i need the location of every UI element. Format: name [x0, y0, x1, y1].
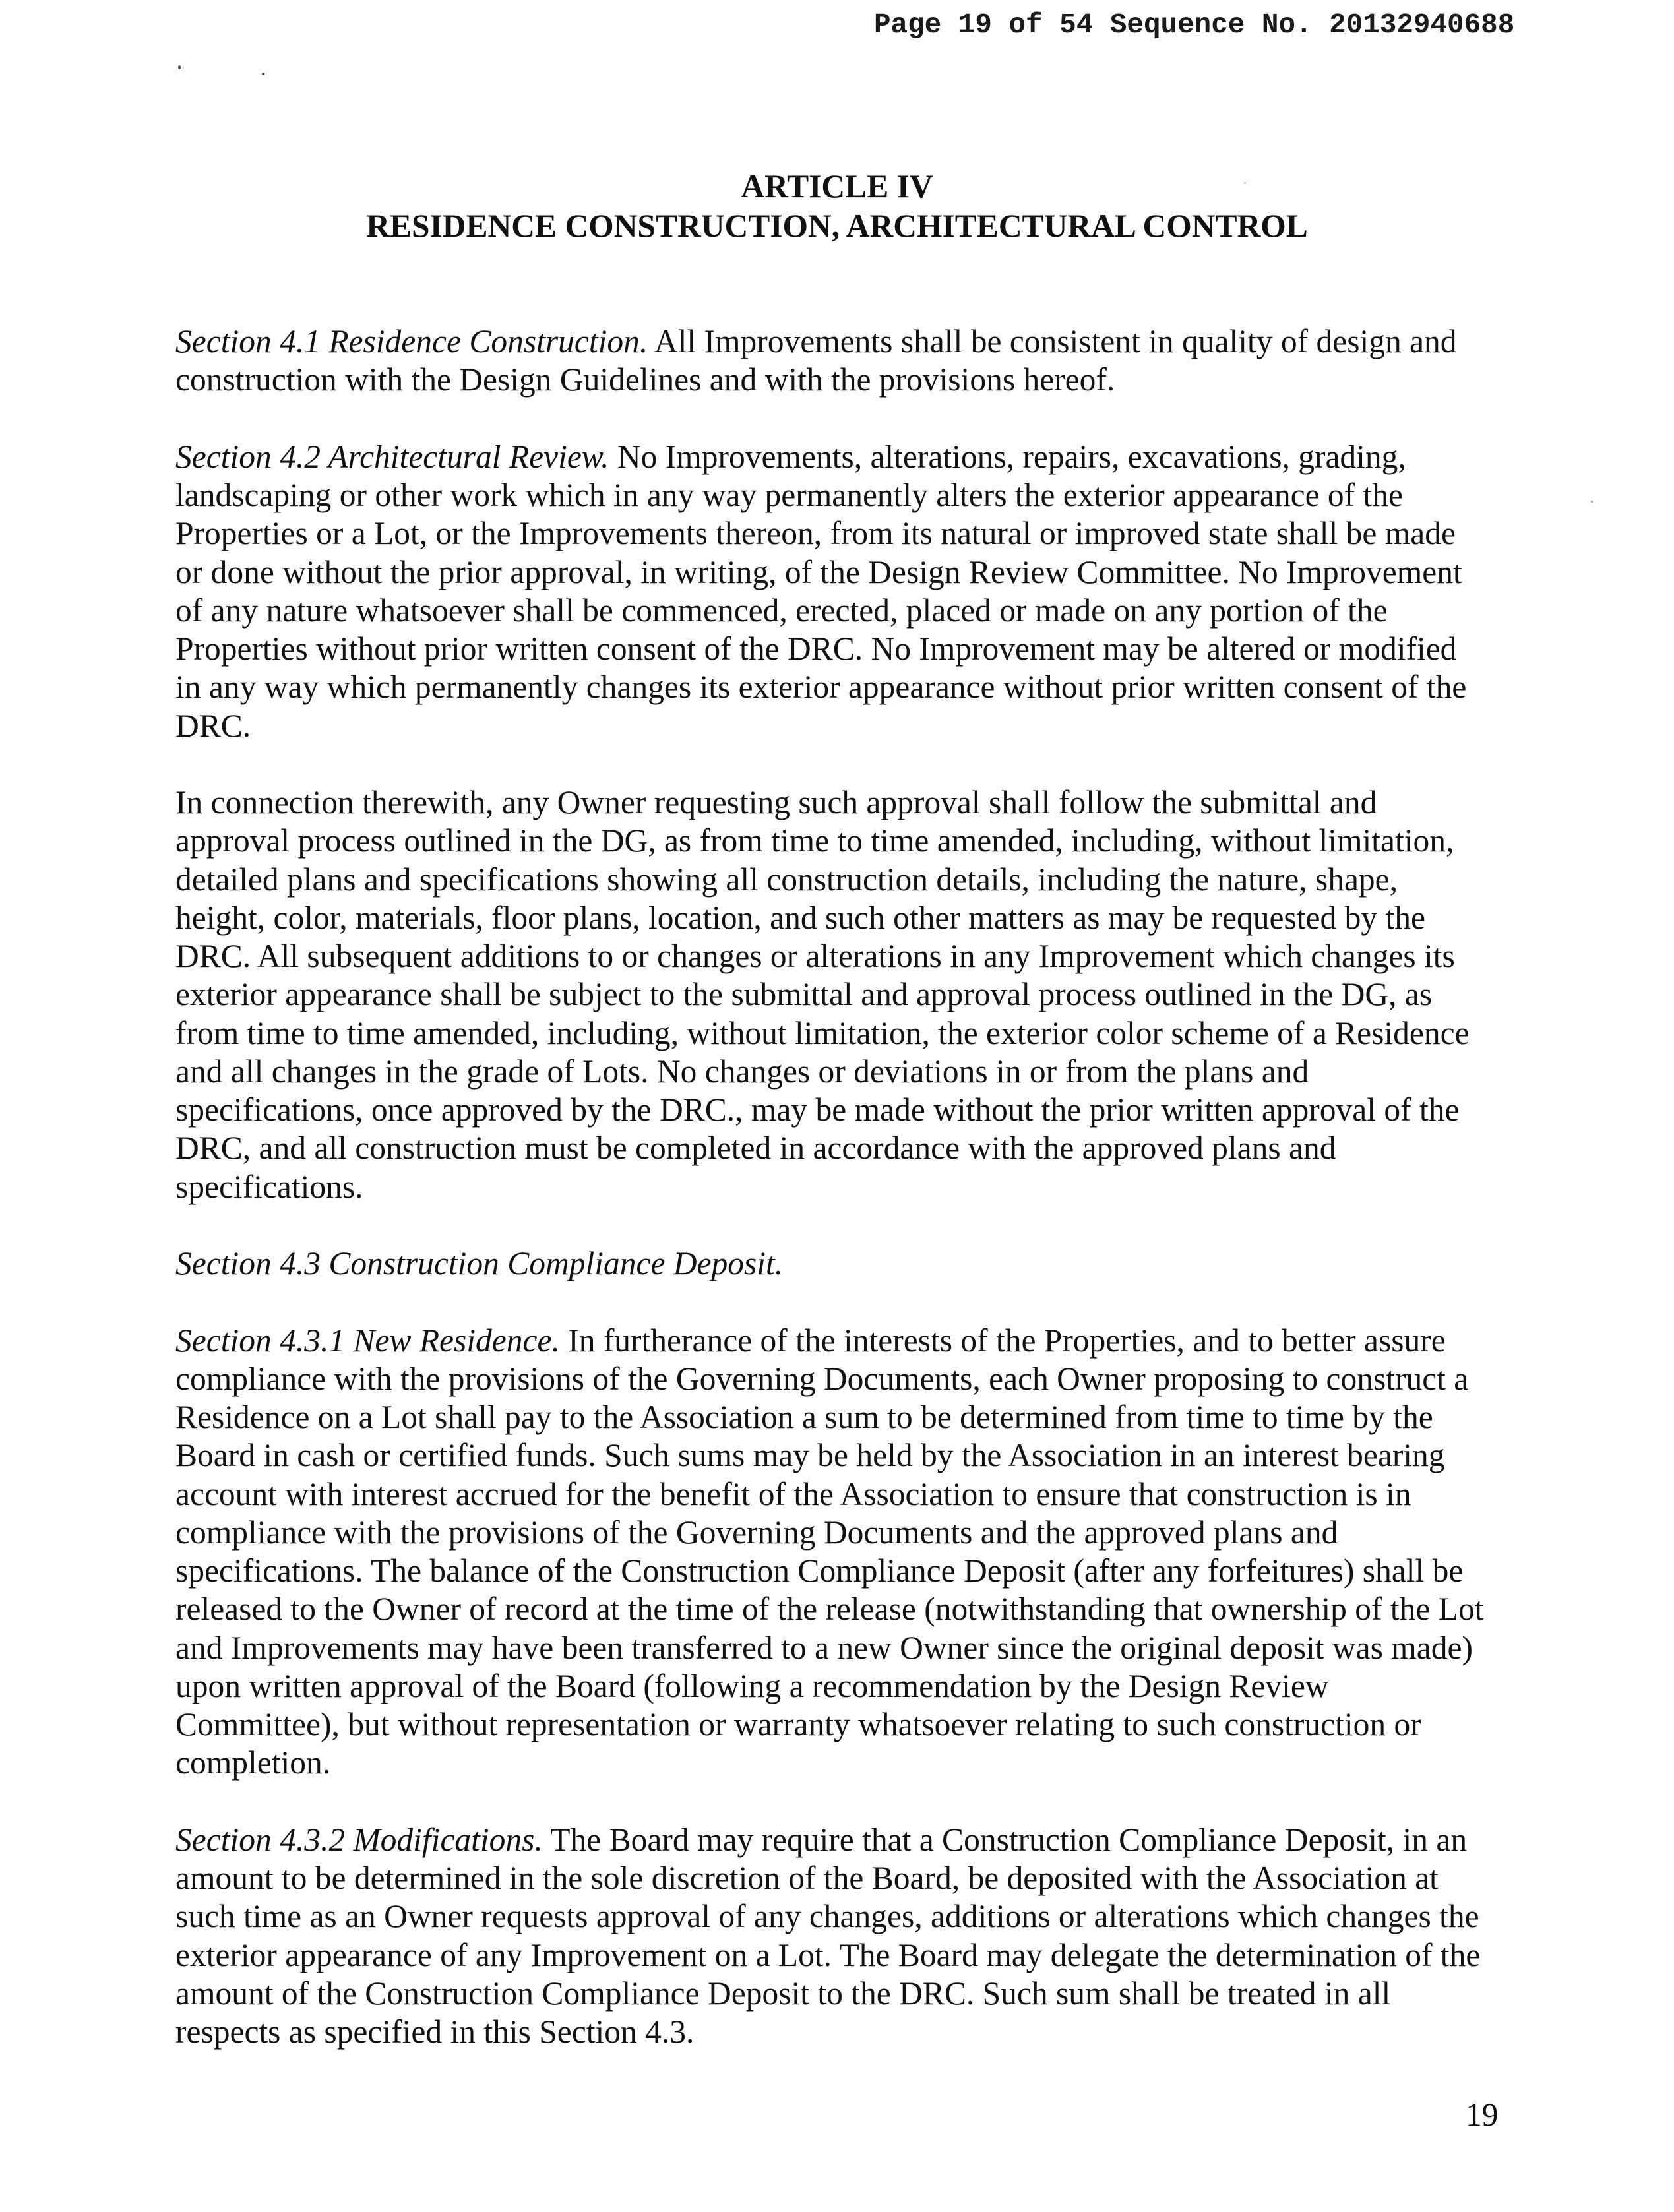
section-heading: Section 4.3.1 New Residence. — [175, 1322, 560, 1359]
article-heading — [0, 167, 1674, 245]
text-line: and all changes in the grade of Lots. No changes or deviations in or from the plans and — [175, 1053, 1309, 1090]
text-line: in any way which permanently changes its exterior appearance without prior written consent of the — [175, 669, 1467, 706]
text-line: Residence on a Lot shall pay to the Association a sum to be determined from time to time by the — [175, 1399, 1433, 1435]
text-line: account with interest accrued for the benefit of the Association to ensure that construction is in — [175, 1475, 1411, 1512]
text-line: compliance with the provisions of the Governing Documents, each Owner proposing to construct a — [175, 1360, 1469, 1397]
section-heading: Section 4.3 Construction Compliance Deposit. — [175, 1245, 784, 1281]
text-line: DRC. — [175, 707, 251, 744]
text-line-content: No Improvements, alterations, repairs, excavations, grading, — [617, 438, 1406, 475]
text-line: Board in cash or certified funds. Such sums may be held by the Association in an interest bearing — [175, 1437, 1445, 1474]
text-line: released to the Owner of record at the time of the release (notwithstanding that ownership of the Lot — [175, 1591, 1484, 1628]
text-line: landscaping or other work which in any way permanently alters the exterior appearance of the — [175, 477, 1404, 513]
page-number: 19 — [1466, 2097, 1499, 2133]
text-line: detailed plans and specifications showing all construction details, including the nature, shape, — [175, 861, 1398, 898]
article-number: ARTICLE IV — [741, 168, 933, 204]
text-line: of any nature whatsoever shall be commenced, erected, placed or made on any portion of the — [175, 592, 1388, 629]
text-line: amount to be determined in the sole discretion of the Board, be deposited with the Association at — [175, 1860, 1439, 1896]
scan-speck — [178, 65, 181, 69]
section-4-3-1-paragraph — [175, 1322, 1561, 1783]
text-line: exterior appearance of any Improvement on a Lot. The Board may delegate the determination of the — [175, 1936, 1481, 1973]
section-heading: Section 4.3.2 Modifications. — [175, 1821, 543, 1858]
section-heading: Section 4.2 Architectural Review. — [175, 438, 609, 475]
text-line: completion. — [175, 1744, 331, 1781]
text-line: upon written approval of the Board (following a recommendation by the Design Review — [175, 1667, 1329, 1704]
text-line: DRC. All subsequent additions to or changes or alterations in any Improvement which changes its — [175, 938, 1455, 974]
text-line: construction with the Design Guidelines and with the provisions hereof. — [175, 361, 1115, 398]
text-line: DRC, and all construction must be completed in accordance with the approved plans and — [175, 1130, 1336, 1167]
text-line: specifications. The balance of the Construction Compliance Deposit (after any forfeitures) shall be — [175, 1552, 1464, 1589]
text-line-content: In furtherance of the interests of the Properties, and to better assure — [568, 1322, 1446, 1359]
text-line: Properties or a Lot, or the Improvements thereon, from its natural or improved state shall be made — [175, 515, 1456, 552]
scan-speck — [1591, 501, 1593, 503]
text-line — [175, 1821, 1561, 1859]
section-4-3-heading — [175, 1244, 1561, 1283]
text-line: exterior appearance shall be subject to the submittal and approval process outlined in the DG, as — [175, 976, 1433, 1013]
text-line: specifications. — [175, 1168, 363, 1205]
text-line: approval process outlined in the DG, as from time to time amended, including, without limitation, — [175, 822, 1454, 859]
text-line: such time as an Owner requests approval of any changes, additions or alterations which changes the — [175, 1898, 1479, 1935]
text-line-content: The Board may require that a Construction Compliance Deposit, in an — [550, 1821, 1468, 1858]
text-line — [175, 438, 1561, 476]
text-line-content: All Improvements shall be consistent in quality of design and — [654, 323, 1457, 359]
section-4-2-paragraph — [175, 438, 1561, 745]
section-4-1-paragraph — [175, 323, 1561, 400]
text-line: compliance with the provisions of the Governing Documents and the approved plans and — [175, 1514, 1338, 1551]
section-4-3-2-paragraph — [175, 1821, 1561, 2052]
text-line: In connection therewith, any Owner requesting such approval shall follow the submittal and — [175, 784, 1377, 820]
text-line: amount of the Construction Compliance Deposit to the DRC. Such sum shall be treated in all — [175, 1975, 1391, 2012]
scan-speck — [262, 73, 264, 75]
text-line: or done without the prior approval, in writing, of the Design Review Committee. No Improvement — [175, 553, 1462, 590]
page-sequence-stamp: Page 19 of 54 Sequence No. 20132940688 — [874, 9, 1515, 41]
document-body — [175, 323, 1561, 2090]
text-line: from time to time amended, including, without limitation, the exterior color scheme of a Residence — [175, 1014, 1470, 1051]
text-line: and Improvements may have been transferred to a new Owner since the original deposit was made) — [175, 1629, 1473, 1666]
text-line: specifications, once approved by the DRC., may be made without the prior written approval of the — [175, 1091, 1460, 1128]
text-line: Committee), but without representation or warranty whatsoever relating to such construction or — [175, 1706, 1421, 1742]
text-line — [175, 1322, 1561, 1360]
section-heading: Section 4.1 Residence Construction. — [175, 323, 648, 359]
article-title: RESIDENCE CONSTRUCTION, ARCHITECTURAL CONTROL — [366, 207, 1308, 244]
section-4-2-submittal-paragraph — [175, 783, 1561, 1206]
text-line: height, color, materials, floor plans, location, and such other matters as may be requested by the — [175, 899, 1425, 936]
text-line — [175, 323, 1561, 361]
text-line: respects as specified in this Section 4.3. — [175, 2013, 695, 2050]
text-line: Properties without prior written consent of the DRC. No Improvement may be altered or modified — [175, 630, 1457, 667]
